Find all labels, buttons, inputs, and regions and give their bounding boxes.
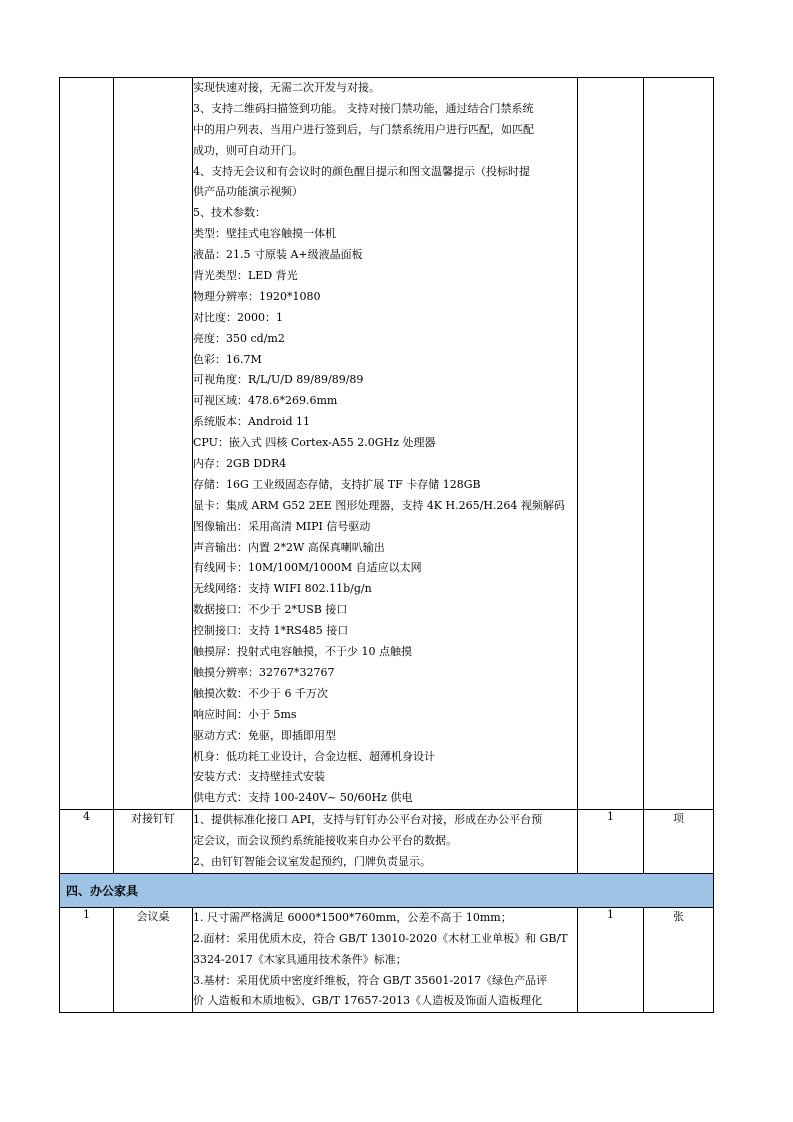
- desc-line: 触摸分辨率：32767*32767: [193, 665, 335, 679]
- desc-line: 系统版本：Android 11: [193, 415, 311, 429]
- desc-line: 控制接口：支持 1*RS485 接口: [193, 624, 349, 638]
- desc-line: 1、提供标准化接口 API，支持与钉钉办公平台对接，形成在办公平台预: [193, 813, 543, 827]
- cell-unit: 张: [644, 907, 714, 1012]
- desc-line: 存储：16G 工业级固态存储，支持扩展 TF 卡存储 128GB: [193, 477, 481, 491]
- cell-qty: 1: [578, 810, 644, 874]
- desc-line: 无线网络：支持 WIFI 802.11b/g/n: [193, 582, 372, 596]
- desc-line: 触摸次数：不少于 6 千万次: [193, 686, 328, 700]
- desc-line: 价 人造板和木质地板》、GB/T 17657-2013《人造板及饰面人造板理化: [193, 994, 543, 1008]
- desc-line: 2.面材：采用优质木皮，符合 GB/T 13010-2020《木材工业单板》和 GB/T: [193, 931, 568, 945]
- desc-line: 5、技术参数：: [193, 206, 266, 220]
- desc-line: 定会议，而会议预约系统能接收来自办公平台的数据。: [193, 834, 457, 848]
- desc-line: 显卡：集成 ARM G52 2EE 图形处理器，支持 4K H.265/H.264 视频解码: [193, 498, 565, 512]
- cell-qty: 1: [578, 907, 644, 1012]
- spec-table: [59, 77, 714, 1013]
- desc-line: 内存：2GB DDR4: [193, 457, 287, 471]
- desc-line: 2、由钉钉智能会议室发起预约，门牌负责显示。: [193, 854, 431, 868]
- desc-line: 供电方式：支持 100-240V~ 50/60Hz 供电: [193, 791, 413, 805]
- cell-unit: 项: [644, 810, 714, 874]
- desc-line: 供产品功能演示视频）: [193, 185, 303, 199]
- cell-desc: [193, 78, 578, 810]
- table-row-desk: [60, 907, 714, 1012]
- desc-line: 背光类型：LED 背光: [193, 269, 298, 283]
- desc-line: 4、支持无会议和有会议时的颜色醒目提示和图文温馨提示（投标时提: [193, 164, 530, 178]
- desc-line: 液晶：21.5 寸原装 A+级液晶面板: [193, 248, 363, 262]
- table-row-dingtalk: [60, 810, 714, 874]
- desc-line: 成功，则可自动开门。: [193, 143, 303, 157]
- cell-desc: [193, 907, 578, 1012]
- desc-line: 可视角度：R/L/U/D 89/89/89/89: [193, 373, 364, 387]
- desc-line: 数据接口：不少于 2*USB 接口: [193, 603, 348, 617]
- cell-num: [60, 78, 114, 810]
- desc-line: 驱动方式：免驱，即插即用型: [193, 728, 336, 742]
- desc-line: 中的用户列表、当用户进行签到后，与门禁系统用户进行匹配，如匹配: [193, 122, 534, 136]
- section-header-row: [60, 873, 714, 907]
- cell-name: 对接钉钉: [114, 810, 193, 874]
- cell-name: [114, 78, 193, 810]
- table-row-continued: [60, 78, 714, 810]
- cell-num: 1: [60, 907, 114, 1012]
- desc-line: CPU：嵌入式 四核 Cortex-A55 2.0GHz 处理器: [193, 436, 436, 450]
- cell-desc: [193, 810, 578, 874]
- cell-unit: [644, 78, 714, 810]
- desc-line: 3.基材：采用优质中密度纤维板，符合 GB/T 35601-2017《绿色产品评: [193, 973, 548, 987]
- desc-line: 实现快速对接，无需二次开发与对接。: [193, 81, 380, 94]
- desc-line: 声音输出：内置 2*2W 高保真喇叭输出: [193, 540, 385, 554]
- desc-line: 触摸屏：投射式电容触摸，不于少 10 点触摸: [193, 645, 412, 659]
- desc-line: 安装方式：支持壁挂式安装: [193, 770, 325, 784]
- cell-num: 4: [60, 810, 114, 874]
- desc-line: 1. 尺寸需严格满足 6000*1500*760mm，公差不高于 10mm；: [193, 910, 512, 924]
- section-title: 四、办公家具: [60, 873, 714, 907]
- desc-line: 类型：壁挂式电容触摸一体机: [193, 227, 336, 241]
- cell-name: 会议桌: [114, 907, 193, 1012]
- desc-line: 对比度：2000：1: [193, 310, 283, 324]
- desc-line: 图像输出：采用高清 MIPI 信号驱动: [193, 519, 371, 533]
- desc-line: 响应时间：小于 5ms: [193, 707, 297, 721]
- desc-line: 有线网卡：10M/100M/1000M 自适应以太网: [193, 561, 422, 575]
- desc-line: 机身：低功耗工业设计，合金边框、超薄机身设计: [193, 749, 435, 763]
- desc-line: 色彩：16.7M: [193, 352, 262, 366]
- desc-line: 物理分辨率：1920*1080: [193, 289, 321, 303]
- desc-line: 亮度：350 cd/m2: [193, 331, 285, 345]
- desc-line: 3、支持二维码扫描签到功能。 支持对接门禁功能，通过结合门禁系统: [193, 101, 534, 115]
- desc-line: 可视区域：478.6*269.6mm: [193, 394, 338, 408]
- desc-line: 3324-2017《木家具通用技术条件》标准；: [193, 952, 407, 966]
- cell-qty: [578, 78, 644, 810]
